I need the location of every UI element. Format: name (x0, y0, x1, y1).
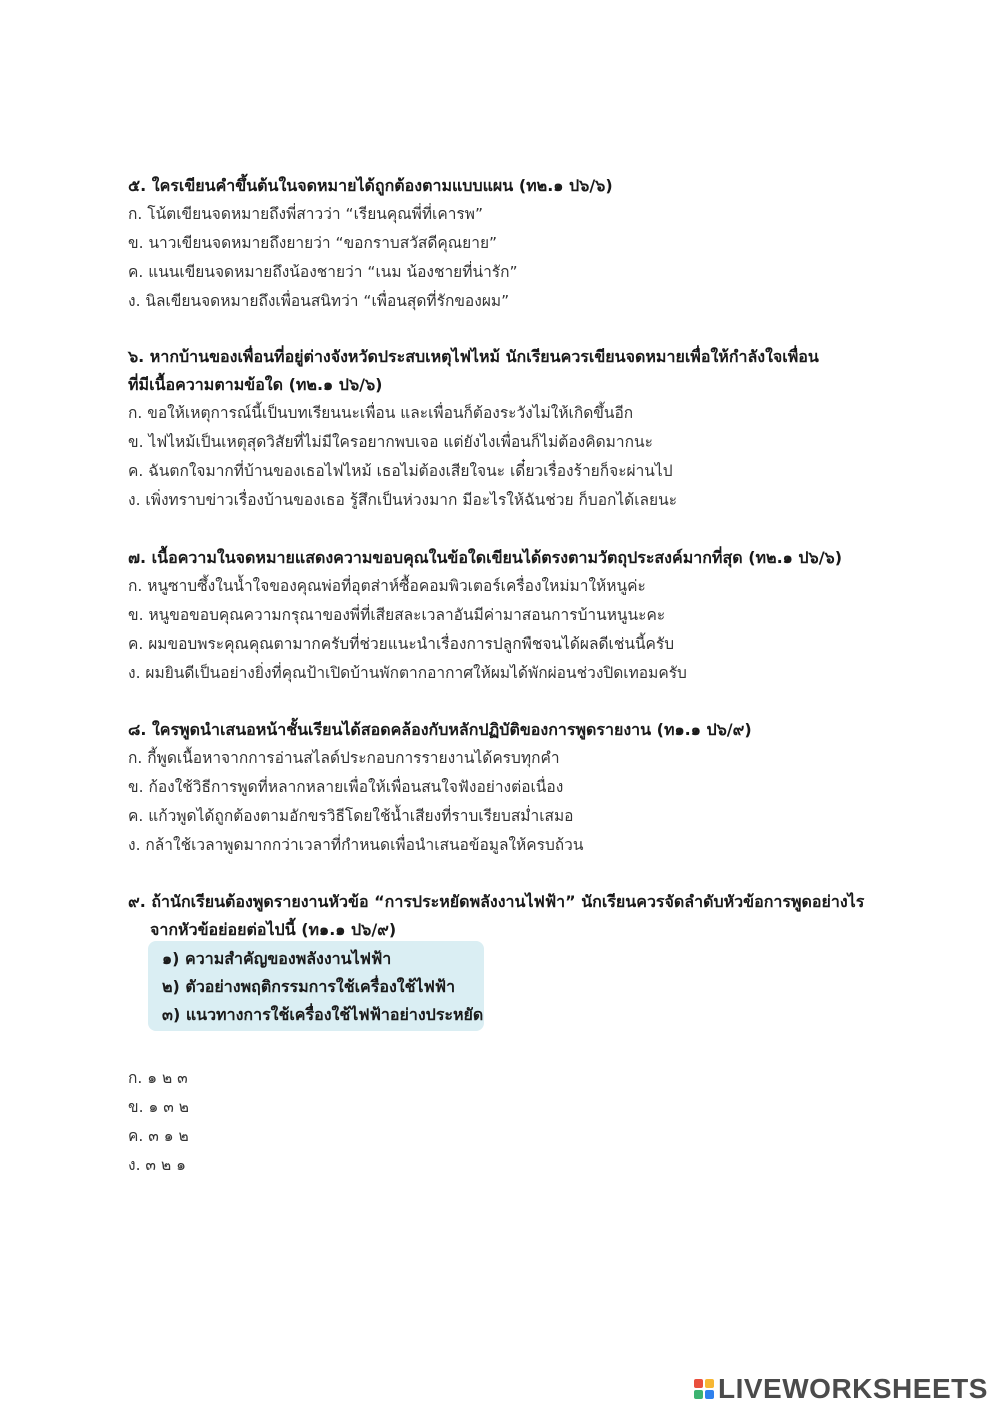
question-stem (128, 888, 888, 944)
option-d: ง. เพิ่งทราบข่าวเรื่องบ้านของเธอ รู้สึกเป็นห่วงมาก มีอะไรให้ฉันช่วย ก็บอกได้เลยนะ (128, 491, 678, 509)
option-a: ก. ๑ ๒ ๓ (128, 1069, 188, 1087)
question-8 (128, 716, 888, 860)
option-d: ง. ผมยินดีเป็นอย่างยิ่งที่คุณป้าเปิดบ้านพักตากอากาศให้ผมได้พักผ่อนช่วงปิดเทอมครับ (128, 664, 687, 682)
option-b: ข. ไฟไหม้เป็นเหตุสุดวิสัยที่ไม่มีใครอยากพบเจอ แต่ยังไงเพื่อนก็ไม่ต้องคิดมากนะ (128, 433, 653, 451)
question-5 (128, 172, 888, 316)
option-a: ก. ขอให้เหตุการณ์นี้เป็นบทเรียนนะเพื่อน และเพื่อนก็ต้องระวังไม่ให้เกิดขึ้นอีก (128, 404, 634, 422)
stem-line: ๖. หากบ้านของเพื่อนที่อยู่ต่างจังหวัดประสบเหตุไฟไหม้ นักเรียนควรเขียนจดหมายเพื่อให้กำลังใจเพื่อน (128, 347, 819, 366)
question-stem (128, 172, 888, 200)
logo-square (705, 1379, 714, 1388)
stem-line: ๘. ใครพูดนำเสนอหน้าชั้นเรียนได้สอดคล้องกับหลักปฏิบัติของการพูดรายงาน (ท๑.๑ ป๖/๙) (128, 720, 752, 739)
stem-line: ๙. ถ้านักเรียนต้องพูดรายงานหัวข้อ “การประหยัดพลังงานไฟฟ้า” นักเรียนควรจัดลำดับหัวข้อการพูดอย่างไร (128, 892, 865, 911)
stem-line: ๗. เนื้อความในจดหมายแสดงความขอบคุณในข้อใดเขียนได้ตรงตามวัตถุประสงค์มากที่สุด (ท๒.๑ ป๖/๖) (128, 548, 843, 567)
question-9 (128, 888, 888, 944)
logo-square (694, 1390, 703, 1399)
option-b: ข. ๑ ๓ ๒ (128, 1098, 189, 1116)
option-d: ง. นิลเขียนจดหมายถึงเพื่อนสนิทว่า “เพื่อนสุดที่รักของผม” (128, 292, 510, 310)
question-stem (128, 544, 888, 572)
option-a: ก. หนูซาบซึ้งในน้ำใจของคุณพ่อที่อุตส่าห์ซื้อคอมพิวเตอร์เครื่องใหม่มาให้หนูค่ะ (128, 577, 646, 595)
option-b: ข. ก้องใช้วิธีการพูดที่หลากหลายเพื่อให้เพื่อนสนใจฟังอย่างต่อเนื่อง (128, 778, 564, 796)
logo-grid-icon (694, 1379, 714, 1399)
question-6 (128, 343, 888, 515)
question-9-options (128, 1064, 189, 1180)
stem-line: ๕. ใครเขียนคำขึ้นต้นในจดหมายได้ถูกต้องตามแบบแผน (ท๒.๑ ป๖/๖) (128, 176, 613, 195)
option-c: ค. ฉันตกใจมากที่บ้านของเธอไฟไหม้ เธอไม่ต้องเสียใจนะ เดี๋ยวเรื่องร้ายก็จะผ่านไป (128, 462, 673, 480)
subtopic-item: ๑) ความสำคัญของพลังงานไฟฟ้า (162, 949, 392, 968)
stem-line: ที่มีเนื้อความตามข้อใด (ท๒.๑ ป๖/๖) (128, 375, 383, 394)
option-b: ข. นาวเขียนจดหมายถึงยายว่า “ขอกราบสวัสดีคุณยาย” (128, 234, 498, 252)
subtopic-box (148, 941, 484, 1031)
question-7 (128, 544, 888, 688)
option-c: ค. แนนเขียนจดหมายถึงน้องชายว่า “เนม น้องชายที่น่ารัก” (128, 263, 518, 281)
question-stem (128, 343, 888, 399)
subtopic-item: ๒) ตัวอย่างพฤติกรรมการใช้เครื่องใช้ไฟฟ้า (162, 977, 456, 996)
option-a: ก. โน้ตเขียนจดหมายถึงพี่สาวว่า “เรียนคุณพี่ที่เคารพ” (128, 205, 483, 223)
option-c: ค. ผมขอบพระคุณคุณตามากครับที่ช่วยแนะนำเรื่องการปลูกพืชจนได้ผลดีเช่นนี้ครับ (128, 635, 675, 653)
stem-line: จากหัวข้อย่อยต่อไปนี้ (ท๑.๑ ป๖/๙) (150, 920, 397, 939)
option-d: ง. ๓ ๒ ๑ (128, 1156, 186, 1174)
logo-square (694, 1379, 703, 1388)
option-a: ก. กี้พูดเนื้อหาจากการอ่านสไลด์ประกอบการรายงานได้ครบทุกคำ (128, 749, 560, 767)
option-d: ง. กล้าใช้เวลาพูดมากกว่าเวลาที่กำหนดเพื่อนำเสนอข้อมูลให้ครบถ้วน (128, 836, 584, 854)
question-stem (128, 716, 888, 744)
logo-text: LIVEWORKSHEETS (718, 1373, 988, 1404)
option-b: ข. หนูขอขอบคุณความกรุณาของพี่ที่เสียสละเวลาอันมีค่ามาสอนการบ้านหนูนะคะ (128, 606, 666, 624)
option-c: ค. แก้วพูดได้ถูกต้องตามอักขรวิธีโดยใช้น้ำเสียงที่ราบเรียบสม่ำเสมอ (128, 807, 574, 825)
option-c: ค. ๓ ๑ ๒ (128, 1127, 189, 1145)
logo-square (705, 1390, 714, 1399)
subtopic-item: ๓) แนวทางการใช้เครื่องใช้ไฟฟ้าอย่างประหยัด (162, 1005, 484, 1024)
liveworksheets-logo (694, 1374, 988, 1404)
